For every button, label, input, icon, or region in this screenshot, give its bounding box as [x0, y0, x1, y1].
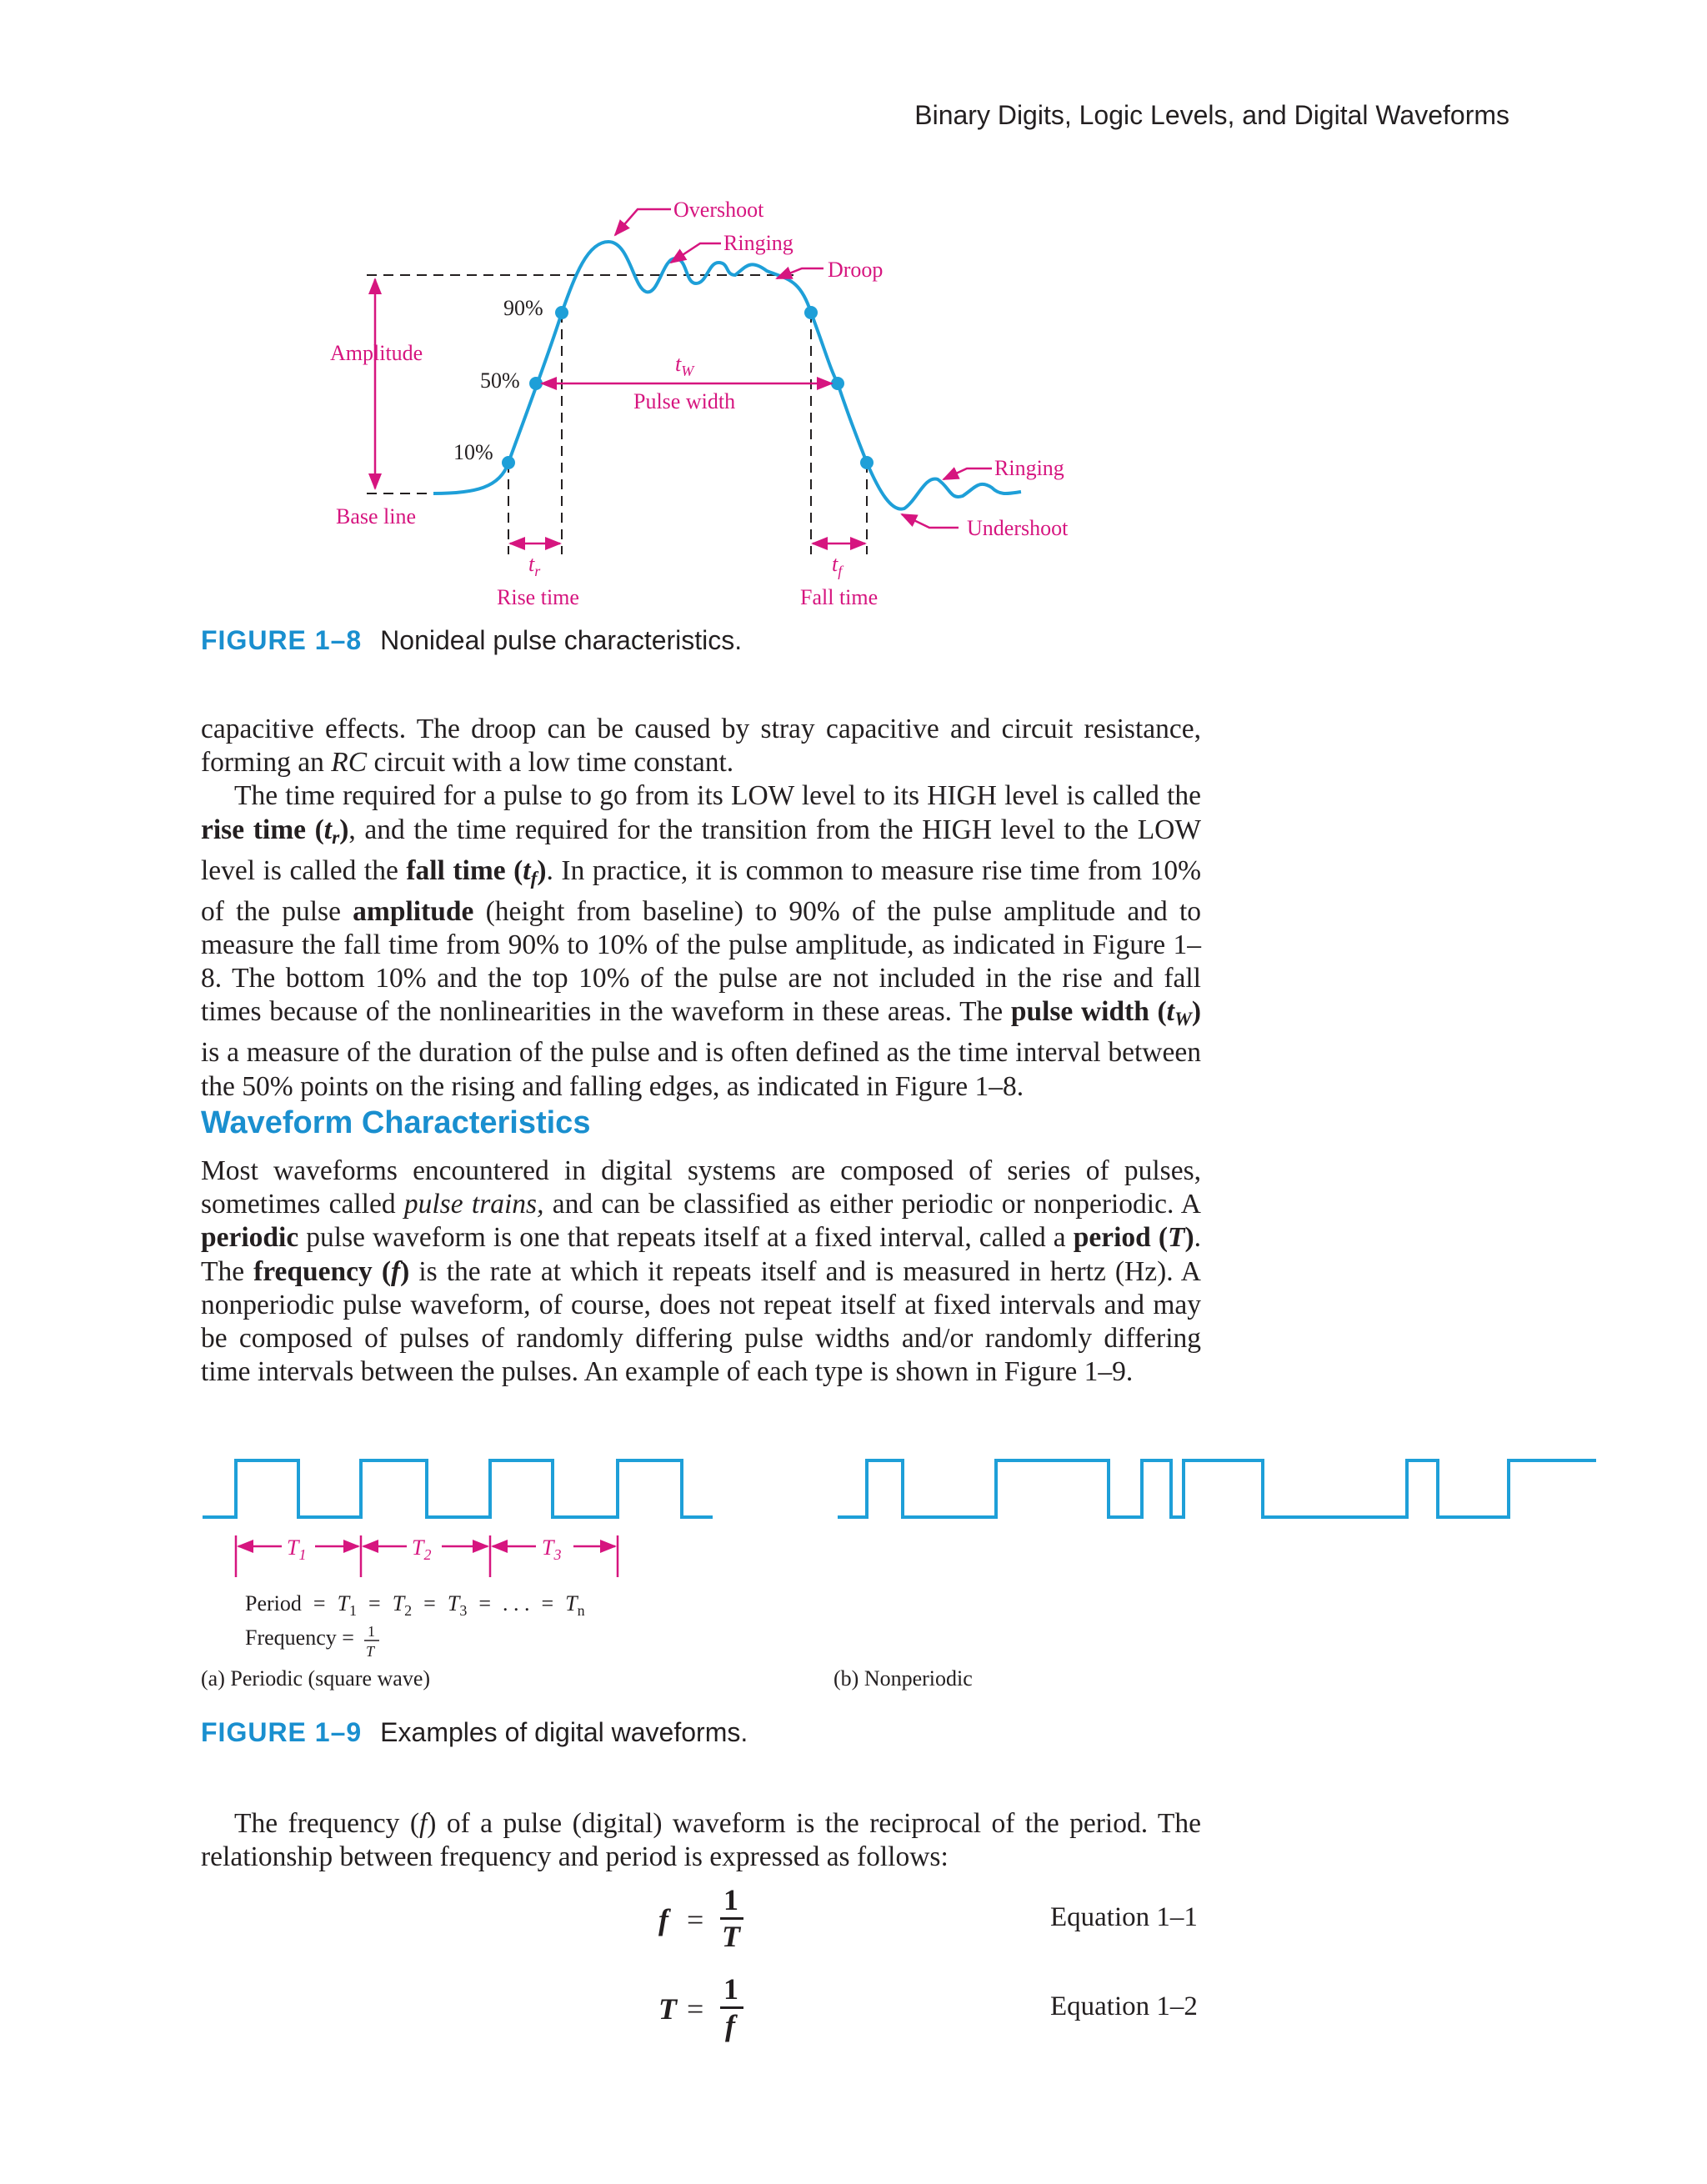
- percent-90-label: 90%: [503, 296, 543, 320]
- section-heading: Waveform Characteristics: [201, 1105, 591, 1140]
- reference-dashed-lines: [367, 275, 867, 554]
- frequency-num: 1: [368, 1623, 375, 1640]
- base-line-label: Base line: [336, 504, 417, 528]
- figure-1-8-diagram: [0, 0, 1707, 650]
- overshoot-label: Overshoot: [673, 198, 764, 222]
- subcaption-a: (a) Periodic (square wave): [201, 1666, 431, 1691]
- fall-time-label: Fall time: [800, 585, 879, 609]
- paragraph-4: The frequency (f) of a pulse (digital) waveform is the reciprocal of the period. The relationship between frequency and period is expressed as follows:: [201, 1808, 1202, 1873]
- subcaption-b: (b) Nonperiodic: [833, 1666, 973, 1691]
- t2-label: $T_2$: [412, 1535, 432, 1563]
- tr-label: $t_r$: [528, 552, 541, 579]
- nonideal-pulse-waveform: [433, 242, 1021, 509]
- running-header: Binary Digits, Logic Levels, and Digital Waveforms: [914, 100, 1509, 130]
- figure-number: FIGURE 1–9: [201, 1717, 363, 1747]
- rise-time-label: Rise time: [497, 585, 579, 609]
- percent-10-label: 10%: [453, 440, 493, 464]
- figure-caption-text: Nonideal pulse characteristics.: [380, 625, 743, 655]
- equation-1-2: T = 1 f Equation 1–2: [658, 1972, 1198, 2042]
- ringing-top-label: Ringing: [723, 231, 793, 255]
- equation-label: Equation 1–2: [1050, 1991, 1198, 2021]
- t3-label: $T_3$: [542, 1535, 562, 1563]
- period-equation: Period = $T_1 = T_2 = T_3$ = . . . = $T_n$: [245, 1591, 585, 1619]
- ringing-bottom-label: Ringing: [994, 456, 1064, 480]
- nonperiodic-wave: [838, 1460, 1596, 1517]
- frequency-den: T: [366, 1643, 375, 1660]
- t1-label: $T_1$: [287, 1535, 307, 1563]
- figure-number: FIGURE 1–8: [201, 625, 363, 655]
- equation-label: Equation 1–1: [1050, 1902, 1198, 1932]
- tw-label: $t_W$: [675, 352, 694, 379]
- amplitude-label: Amplitude: [330, 341, 423, 365]
- percent-50-label: 50%: [480, 368, 520, 393]
- frequency-equation-label: Frequency =: [245, 1625, 354, 1650]
- paragraph-3: Most waveforms encountered in digital systems are composed of series of pulses, sometimes called pulse trains, and can be classified as either periodic or nonperiodic. A periodic pulse waveform is one that repeats itself at a fixed interval, called a period (T). The frequency (f) is the rate at which it repeats itself and is measured in hertz (Hz). A nonperiodic pulse waveform, of course, does not repeat itself at fixed intervals and may be composed of pulses of randomly differing pulse widths and/or randomly differing time intervals between the pulses. An example of each type is shown in Figure 1–9.: [201, 1155, 1201, 1388]
- figure-1-9-caption: [201, 1717, 748, 1748]
- figure-caption-text: Examples of digital waveforms.: [380, 1717, 748, 1747]
- figure-1-9-diagram: [0, 1442, 1707, 1692]
- figure-1-8-caption: [201, 625, 742, 656]
- periodic-square-wave: [203, 1460, 713, 1517]
- equation-1-1: f = 1 T Equation 1–1: [658, 1883, 1198, 1953]
- pulse-width-label: Pulse width: [633, 389, 736, 413]
- droop-label: Droop: [828, 258, 884, 282]
- paragraph-1: capacitive effects. The droop can be caused by stray capacitive and circuit resistance, forming an RC circuit with a low time constant. The time required for a pulse to go from its LOW level to its HIGH level is called the rise time $(t_r)$, and the time required for the transition from the HIGH level to the LOW level is called the fall time $(t_f)$. In practice, it is common to measure rise time from 10% of the pulse amplitude (height from baseline) to 90% of the pulse amplitude and to measure the fall time from 90% to 10% of the pulse amplitude, as indicated in Figure 1–8. The bottom 10% and the top 10% of the pulse are not included in the rise and fall times because of the nonlinearities in the waveform in these areas. The pulse width $(t_W)$ is a measure of the duration of the pulse and is often defined as the time interval between the 50% points on the rising and falling edges, as indicated in Figure 1–8.: [201, 713, 1201, 1104]
- undershoot-label: Undershoot: [967, 516, 1069, 540]
- paragraph-2: The time required for a pulse to go from its LOW level to its HIGH level is called the rise time $(t_r)$, and the time required for the transition from the HIGH level to the LOW level is called the fall time $(t_f)$. In practice, it is common to measure rise time from 10% of the pulse amplitude (height from baseline) to 90% of the pulse amplitude and to measure the fall time from 90% to 10% of the pulse amplitude, as indicated in Figure 1–8. The bottom 10% and the top 10% of the pulse are not included in the rise and fall times because of the nonlinearities in the waveform in these areas. The pulse width $(t_W)$ is a measure of the duration of the pulse and is often defined as the time interval between the 50% points on the rising and falling edges, as indicated in Figure 1–8.: [201, 780, 1201, 1102]
- tf-label: $t_f$: [832, 552, 843, 579]
